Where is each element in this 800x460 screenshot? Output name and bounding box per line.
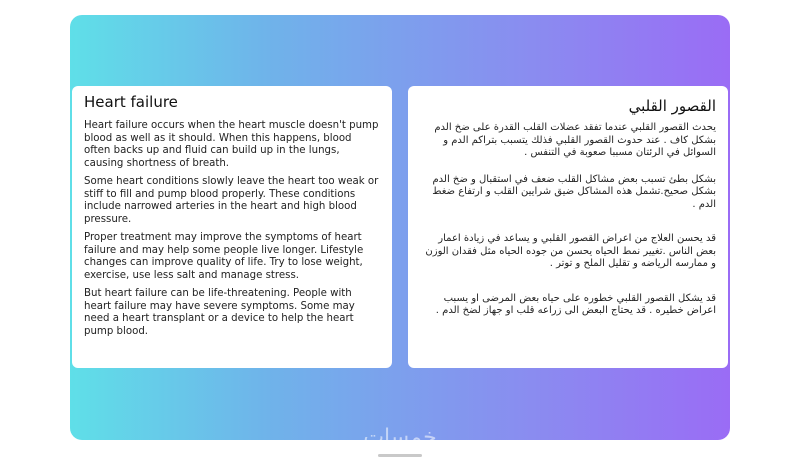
english-text-card[interactable] xyxy=(72,86,392,368)
arabic-paragraph: يحدث القصور القلبي عندما تفقد عضلات القلب القدرة على ضخ الدم بشكل كاف . عند حدوث القصور القلبي فذلك يتسبب بتراكم الدم و السوائل في الرئتان مسببا صعوبة في التنفس . xyxy=(434,122,716,158)
watermark-underline xyxy=(378,454,422,457)
english-paragraph: But heart failure can be life-threatening. People with heart failure may have severe symptoms. Some may need a heart transplant or a device to help the heart pump blood. xyxy=(84,288,355,337)
arabic-paragraph: بشكل بطئ تسبب بعض مشاكل القلب ضعف في استقبال و ضخ الدم بشكل صحيح.تشمل هذه المشاكل ضيق شرايين القلب و ارتفاع ضغط الدم . xyxy=(432,173,716,210)
arabic-text-card[interactable] xyxy=(408,86,728,368)
arabic-paragraph: قد يشكل القصور القلبي خطوره على حياه بعض المرضى او يسبب اعراض خطيره . قد يحتاج البعض الى زراعه قلب او جهاز لضخ الدم . xyxy=(435,292,716,316)
english-card-title: Heart failure xyxy=(84,93,178,111)
site-watermark-logo: خمسات xyxy=(363,425,437,450)
english-paragraph: Proper treatment may improve the symptoms of heart failure and may help some people live longer. Lifestyle changes can improve quality of life. Try to lose weight, exercise, use less salt and manage stress. xyxy=(84,232,364,281)
arabic-paragraph: قد يحسن العلاج من اعراض القصور القلبي و يساعد في زيادة اعمار بعض الناس .تغيير نمط الحياه يحسن من جوده الحياه مثل فقدان الوزن و ممارسه الرياضه و تقليل الملح و توتر . xyxy=(425,233,716,269)
english-paragraph: Some heart conditions slowly leave the heart too weak or stiff to fill and pump blood properly. These conditions include narrowed arteries in the heart and high blood pressure. xyxy=(84,176,379,225)
english-paragraph: Heart failure occurs when the heart muscle doesn't pump blood as well as it should. When this happens, blood often backs up and fluid can build up in the lungs, causing shortness of breath. xyxy=(84,120,379,169)
arabic-card-title: القصور القلبي xyxy=(628,97,716,115)
